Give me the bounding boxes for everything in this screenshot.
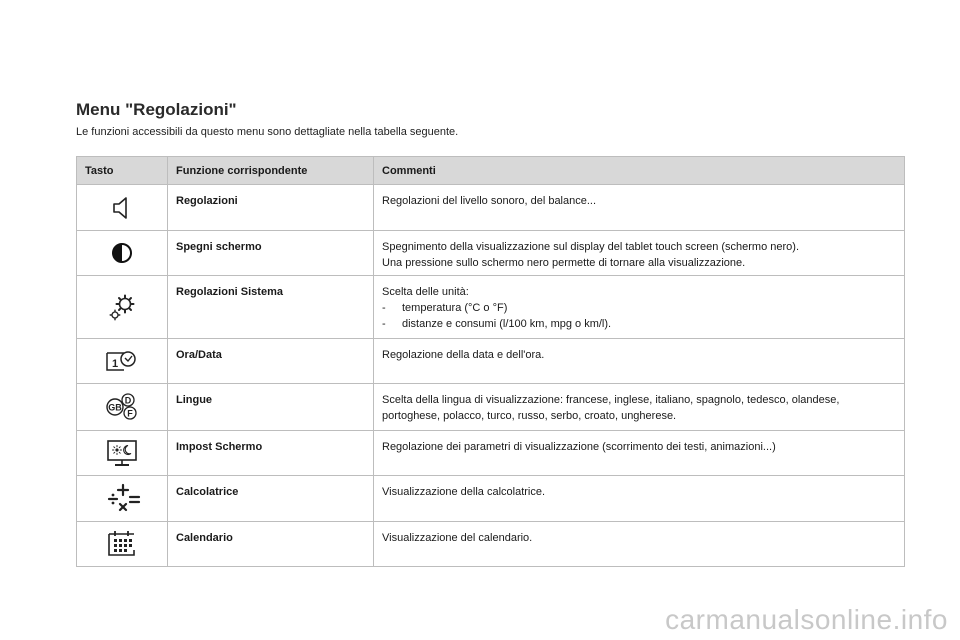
key-cell: [77, 339, 168, 384]
comment-line: Regolazione della data e dell'ora.: [382, 349, 545, 361]
comments-cell: [374, 431, 905, 476]
header-function: Funzione corrispondente: [168, 157, 374, 185]
comments-cell: [374, 231, 905, 276]
function-cell: Regolazioni: [168, 185, 374, 231]
page-title: Menu "Regolazioni": [76, 100, 237, 119]
comment-line: Visualizzazione del calendario.: [382, 532, 533, 544]
calculator-icon: [102, 482, 142, 516]
function-cell: Lingue: [168, 384, 374, 431]
comments-cell: [374, 522, 905, 567]
calendar-clock-icon: [104, 348, 140, 374]
table-row: [77, 384, 905, 431]
comments-cell: [374, 185, 905, 231]
header-key: Tasto: [77, 157, 168, 185]
calendar-icon: [105, 528, 139, 560]
comment-line: portoghese, polacco, turco, russo, serbo, croato, ungherese.: [382, 410, 677, 422]
comment-line: Una pressione sullo schermo nero permette di tornare alla visualizzazione.: [382, 257, 746, 269]
table-row: [77, 476, 905, 522]
comments-cell: [374, 339, 905, 384]
bullet-item: - temperatura (°C o °F): [382, 302, 508, 314]
table-header-row: [77, 157, 905, 185]
table-row: [77, 339, 905, 384]
function-cell: Regolazioni Sistema: [168, 276, 374, 339]
function-cell: Spegni schermo: [168, 231, 374, 276]
table-row: [77, 185, 905, 231]
comment-line: Visualizzazione della calcolatrice.: [382, 486, 546, 498]
key-cell: [77, 185, 168, 231]
gears-icon: [107, 292, 137, 322]
display-settings-icon: [105, 438, 139, 468]
comment-line: Scelta della lingua di visualizzazione: francese, inglese, italiano, spagnolo, tedesco, olandese,: [382, 394, 840, 406]
comment-line: Spegnimento della visualizzazione sul display del tablet touch screen (schermo nero).: [382, 241, 800, 253]
table-row: [77, 231, 905, 276]
key-cell: [77, 522, 168, 567]
comment-line: Scelta delle unità:: [382, 286, 469, 298]
settings-table: [76, 156, 905, 567]
table-row: [77, 276, 905, 339]
watermark: carmanualsonline.info: [665, 604, 948, 635]
table-row: [77, 431, 905, 476]
svg-text:GB: GB: [108, 402, 122, 413]
comment-line: Regolazioni del livello sonoro, del balance...: [382, 195, 597, 207]
bullet-item: - distanze e consumi (l/100 km, mpg o km/l).: [382, 318, 612, 330]
key-cell: [77, 276, 168, 339]
key-cell: [77, 231, 168, 276]
key-cell: [77, 431, 168, 476]
speaker-icon: [109, 194, 135, 222]
key-cell: [77, 476, 168, 522]
svg-text:D: D: [124, 395, 132, 406]
comments-cell: [374, 476, 905, 522]
function-cell: Calcolatrice: [168, 476, 374, 522]
header-comments: Commenti: [374, 157, 905, 185]
screen-off-icon: [109, 240, 135, 266]
intro-text: Le funzioni accessibili da questo menu sono dettagliate nella tabella seguente.: [76, 126, 459, 138]
svg-text:F: F: [127, 408, 133, 419]
svg-text:1: 1: [111, 358, 119, 370]
function-cell: Calendario: [168, 522, 374, 567]
comment-line: Regolazione dei parametri di visualizzazione (scorrimento dei testi, animazioni...): [382, 441, 776, 453]
comments-cell: [374, 384, 905, 431]
comments-cell: [374, 276, 905, 339]
function-cell: Ora/Data: [168, 339, 374, 384]
languages-icon: [102, 392, 142, 422]
function-cell: Impost Schermo: [168, 431, 374, 476]
table-row: [77, 522, 905, 567]
key-cell: [77, 384, 168, 431]
